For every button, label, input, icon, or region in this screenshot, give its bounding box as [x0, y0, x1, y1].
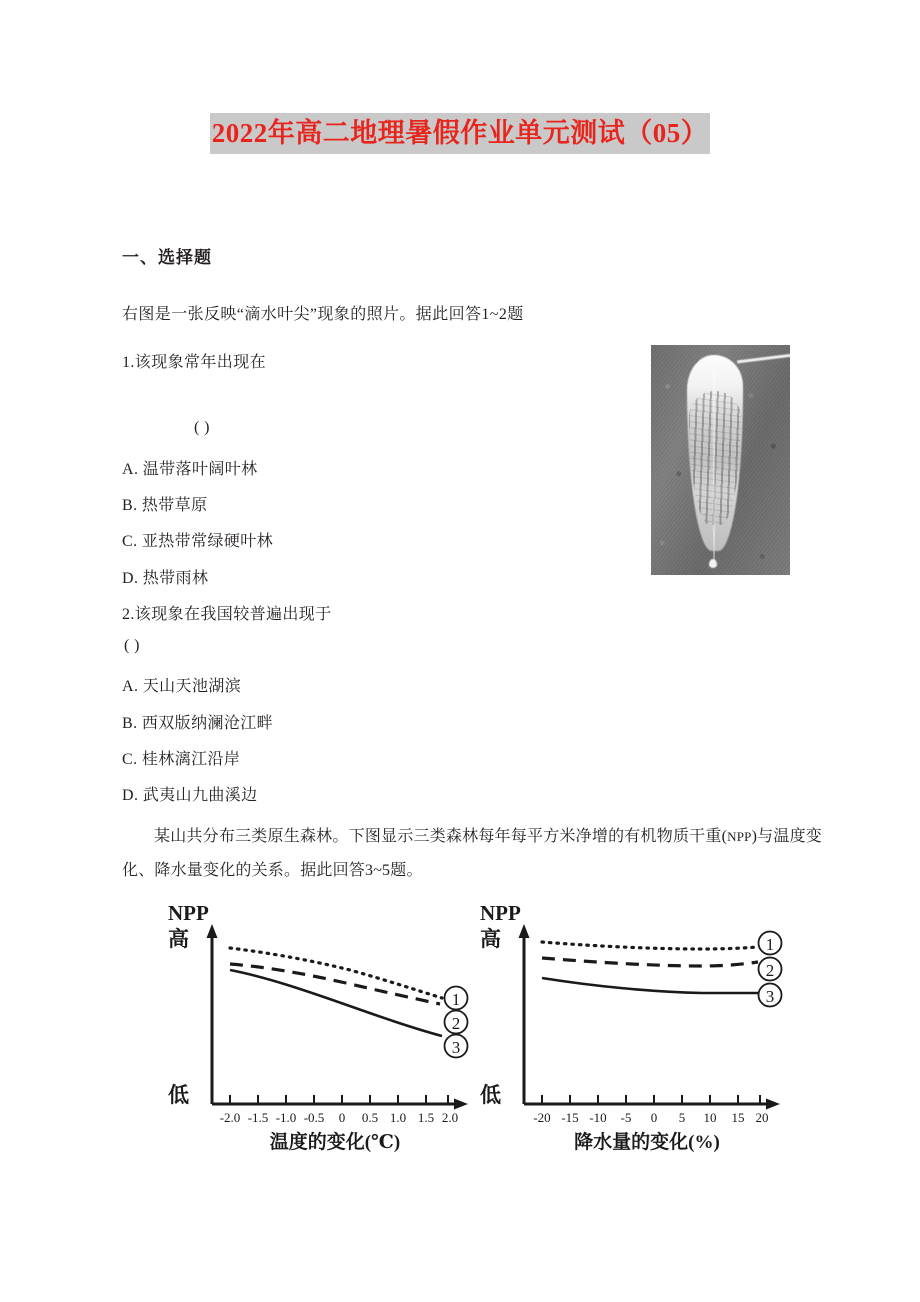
- page-title: [0, 113, 920, 154]
- chart-precipitation-xlabel: 降水量的变化(%): [574, 1132, 720, 1153]
- lead-text: 右图是一张反映“滴水叶尖”现象的照片。据此回答1~2题: [122, 306, 524, 323]
- chart-temperature-y-high-label: 高: [168, 927, 189, 951]
- passage-paragraph: [122, 820, 822, 887]
- tick-label: 0: [338, 1110, 346, 1125]
- chart-precipitation-ylabel: NPP: [480, 901, 521, 925]
- tick-label: 0: [650, 1110, 658, 1125]
- tick-label: -1.5: [247, 1110, 269, 1125]
- chart-precipitation-y-low-label: 低: [480, 1083, 501, 1107]
- tick-label: 2.0: [441, 1110, 459, 1125]
- question-2-option-c[interactable]: C. 桂林漓江沿岸: [122, 751, 241, 768]
- legend-label-3: 3: [765, 987, 775, 1006]
- chart-temperature-ylabel: NPP: [168, 901, 209, 925]
- chart-npp-vs-precipitation: [472, 898, 792, 1156]
- chart-precipitation-series-1-dotted: [542, 942, 758, 949]
- question-2-option-a[interactable]: A. 天山天池湖滨: [122, 678, 242, 695]
- question-1-stem: 1.该现象常年出现在: [122, 354, 267, 371]
- legend-label-2: 2: [451, 1014, 461, 1033]
- tick-label: -5: [620, 1110, 632, 1125]
- chart-temperature-y-low-label: 低: [168, 1083, 189, 1107]
- tick-label: -20: [533, 1110, 551, 1125]
- chart-precipitation-tick-labels: [533, 1110, 768, 1125]
- question-1-answer-blank[interactable]: ( ): [194, 419, 210, 436]
- question-2-stem: 2.该现象在我国较普遍出现于: [122, 606, 332, 623]
- question-2-option-b[interactable]: B. 西双版纳澜沧江畔: [122, 715, 274, 732]
- chart-precipitation-series-3-solid: [542, 978, 758, 993]
- passage-text-after-npp: )与温度变化、降水量变化的关系。据此回答3~5题。: [122, 828, 822, 879]
- passage-text-before-npp: 某山共分布三类原生森林。下图显示三类森林每年每平方米净增的有机物质干重(: [154, 828, 728, 845]
- question-1-option-a[interactable]: A. 温带落叶阔叶林: [122, 461, 258, 478]
- chart-temperature-legend: [445, 987, 468, 1058]
- passage-npp-abbreviation: NPP: [727, 829, 752, 844]
- leaf-midrib: [713, 371, 715, 531]
- chart-precipitation-y-axis-arrow: [519, 924, 530, 938]
- legend-label-1: 1: [765, 935, 775, 954]
- chart-temperature-xlabel: 温度的变化(℃): [269, 1132, 401, 1153]
- chart-temperature-series-1-dotted: [230, 948, 442, 998]
- question-1-option-c[interactable]: C. 亚热带常绿硬叶林: [122, 533, 274, 550]
- tick-label: 10: [703, 1110, 717, 1125]
- tick-label: -2.0: [219, 1110, 241, 1125]
- legend-label-3: 3: [451, 1038, 461, 1057]
- tick-label: 1.5: [417, 1110, 435, 1125]
- chart-precipitation-y-high-label: 高: [480, 927, 501, 951]
- chart-temperature-x-axis-arrow: [454, 1099, 468, 1110]
- question-1-option-d[interactable]: D. 热带雨林: [122, 570, 209, 587]
- chart-temperature-series-2-dashed: [230, 964, 440, 1004]
- legend-label-2: 2: [765, 961, 775, 980]
- chart-temperature-tick-labels: [220, 1110, 458, 1125]
- tick-label: -0.5: [303, 1110, 325, 1125]
- chart-npp-vs-temperature: [160, 898, 480, 1156]
- chart-precipitation-x-axis-arrow: [766, 1099, 780, 1110]
- section-heading-multiple-choice: 一、选择题: [122, 248, 212, 267]
- question-2-answer-blank[interactable]: ( ): [124, 637, 140, 654]
- tick-label: 20: [755, 1110, 769, 1125]
- npp-charts-figure: [0, 898, 920, 1158]
- chart-temperature-y-axis-arrow: [207, 924, 218, 938]
- legend-label-1: 1: [451, 990, 461, 1009]
- tick-label: -1.0: [275, 1110, 297, 1125]
- question-1-option-b[interactable]: B. 热带草原: [122, 497, 208, 514]
- tick-label: -10: [589, 1110, 607, 1125]
- page-title-text: 2022年高二地理暑假作业单元测试（05）: [210, 113, 711, 154]
- tick-label: 0.5: [361, 1110, 379, 1125]
- tick-label: 1.0: [389, 1110, 407, 1125]
- chart-precipitation-series-2-dashed: [542, 958, 758, 966]
- chart-precipitation-legend: [759, 932, 782, 1007]
- tick-label: 5: [678, 1110, 686, 1125]
- drip-tip-leaf-photo: [651, 345, 790, 575]
- tick-label: 15: [731, 1110, 745, 1125]
- water-droplet: [709, 559, 717, 568]
- question-2-option-d[interactable]: D. 武夷山九曲溪边: [122, 787, 258, 804]
- tick-label: -15: [561, 1110, 579, 1125]
